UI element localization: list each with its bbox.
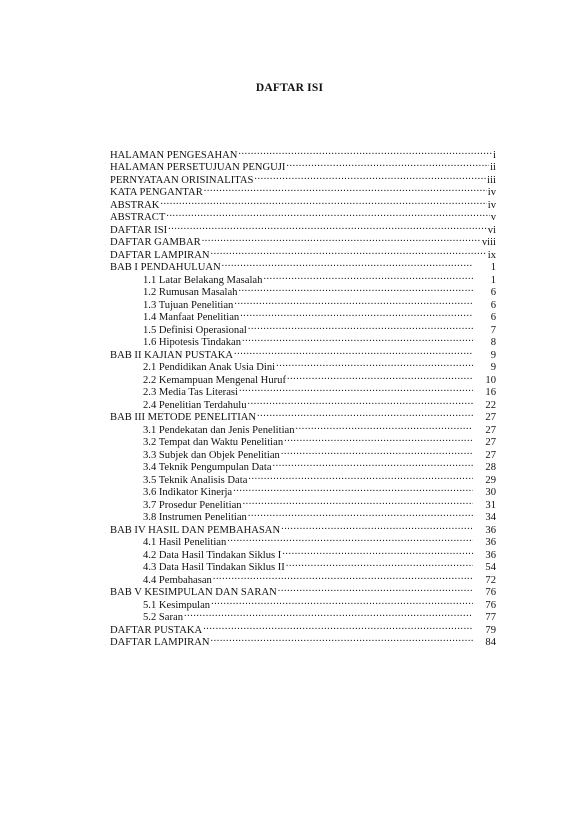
toc-entry-page: 16 — [485, 387, 496, 398]
dot-leader — [211, 633, 473, 646]
dot-leader — [213, 570, 473, 583]
page-title: DAFTAR ISI — [255, 82, 324, 94]
toc-entry-page: 1 — [490, 262, 496, 273]
dot-leader — [227, 533, 473, 546]
toc-entry-page: vi — [487, 224, 496, 236]
toc-entry — [110, 145, 496, 161]
toc-entry-page: 36 — [485, 537, 496, 548]
toc-entry-page: 34 — [485, 512, 496, 523]
toc-entry-page: ix — [487, 249, 496, 261]
dot-leader — [222, 258, 473, 271]
toc-entry-label: 3.6 Indikator Kinerja — [143, 487, 233, 498]
dot-leader — [248, 320, 473, 333]
dot-leader — [287, 370, 473, 383]
table-of-contents — [110, 145, 496, 648]
toc-entry-label: 1.3 Tujuan Penelitian — [143, 299, 234, 311]
toc-entry-label: DAFTAR ISI — [110, 224, 168, 236]
toc-entry-label: 3.5 Teknik Analisis Data — [143, 474, 248, 486]
toc-entry-label: 1.1 Latar Belakang Masalah — [143, 274, 263, 286]
dot-leader — [248, 470, 473, 483]
dot-leader — [203, 620, 473, 633]
toc-entry-label: HALAMAN PENGESAHAN — [110, 149, 238, 161]
dot-leader — [168, 220, 487, 233]
toc-entry-page: 36 — [485, 549, 496, 561]
dot-leader — [234, 345, 473, 358]
toc-entry-page: 8 — [490, 337, 496, 348]
toc-entry-page: 6 — [490, 299, 496, 311]
toc-entry-page: 27 — [485, 412, 496, 423]
toc-entry-page: 79 — [485, 624, 496, 636]
toc-entry-label: 4.3 Data Hasil Tindakan Siklus II — [143, 562, 285, 573]
dot-leader — [273, 458, 473, 471]
dot-leader — [166, 208, 489, 221]
dot-leader — [248, 395, 473, 408]
toc-entry-page: 6 — [490, 287, 496, 298]
dot-leader — [242, 333, 473, 346]
dot-leader — [286, 158, 489, 171]
toc-entry-page: 10 — [485, 374, 496, 386]
toc-entry-label: 2.2 Kemampuan Mengenal Huruf — [143, 374, 286, 386]
toc-entry-page: 9 — [490, 349, 496, 361]
toc-entry — [110, 233, 496, 246]
dot-leader — [238, 145, 492, 158]
toc-entry-label: DAFTAR LAMPIRAN — [110, 637, 210, 648]
dot-leader — [257, 408, 473, 421]
dot-leader — [204, 183, 487, 196]
toc-entry-label: 3.1 Pendekatan dan Jenis Penelitian — [143, 424, 295, 436]
toc-entry-page: 27 — [485, 424, 496, 436]
toc-entry-page: ii — [490, 162, 496, 173]
toc-entry-label: 3.8 Instrumen Penelitian — [143, 512, 247, 523]
dot-leader — [239, 383, 473, 396]
toc-entry-label: 5.1 Kesimpulan — [143, 599, 211, 611]
toc-entry-page: 84 — [485, 637, 496, 648]
toc-entry-label: 1.6 Hipotesis Tindakan — [143, 337, 242, 348]
toc-entry-label: DAFTAR LAMPIRAN — [110, 249, 210, 261]
dot-leader — [276, 358, 473, 371]
dot-leader — [284, 433, 473, 446]
dot-leader — [240, 308, 473, 321]
toc-entry-label: 1.4 Manfaat Penelitian — [143, 312, 240, 323]
dot-leader — [282, 545, 473, 558]
toc-entry-label: BAB IV HASIL DAN PEMBAHASAN — [110, 524, 281, 536]
toc-entry-label: KATA PENGANTAR — [110, 187, 203, 198]
toc-entry-page: 27 — [485, 449, 496, 461]
dot-leader — [160, 195, 486, 208]
toc-entry-label: DAFTAR PUSTAKA — [110, 624, 203, 636]
toc-entry-page: 1 — [490, 274, 496, 286]
toc-entry-label: 4.2 Data Hasil Tindakan Siklus I — [143, 549, 282, 561]
toc-entry-page: 29 — [485, 474, 496, 486]
toc-entry-label: BAB II KAJIAN PUSTAKA — [110, 349, 234, 361]
toc-entry-page: 36 — [485, 524, 496, 536]
toc-entry-label: BAB V KESIMPULAN DAN SARAN — [110, 587, 277, 598]
dot-leader — [184, 608, 473, 621]
toc-entry-label: HALAMAN PERSETUJUAN PENGUJI — [110, 162, 286, 173]
toc-entry-label: ABSTRAK — [110, 199, 160, 211]
toc-entry-page: 30 — [485, 487, 496, 498]
dot-leader — [254, 170, 486, 183]
toc-entry-page: 76 — [485, 599, 496, 611]
toc-entry-label: ABSTRACT — [110, 212, 166, 223]
toc-entry-label: BAB I PENDAHULUAN — [110, 262, 221, 273]
dot-leader — [211, 245, 487, 258]
toc-entry — [110, 220, 496, 236]
toc-entry-page: 6 — [490, 312, 496, 323]
toc-entry-page: i — [493, 149, 496, 161]
dot-leader — [238, 283, 473, 296]
toc-entry-page: viii — [481, 237, 496, 248]
toc-entry-page: 76 — [485, 587, 496, 598]
dot-leader — [281, 520, 473, 533]
toc-entry-page: 31 — [485, 499, 496, 511]
toc-entry-page: 54 — [485, 562, 496, 573]
toc-entry-label: 3.7 Prosedur Penelitian — [143, 499, 242, 511]
toc-entry-page: 28 — [485, 462, 496, 473]
dot-leader — [286, 558, 473, 571]
toc-entry-page: 9 — [490, 362, 496, 373]
toc-entry — [110, 195, 496, 211]
toc-entry-label: 2.3 Media Tas Literasi — [143, 387, 238, 398]
toc-entry-page: 27 — [485, 437, 496, 448]
toc-entry-label: DAFTAR GAMBAR — [110, 237, 201, 248]
toc-entry-page: 7 — [490, 324, 496, 336]
toc-entry-label: 1.5 Definisi Operasional — [143, 324, 247, 336]
toc-entry-label: 3.4 Teknik Pengumpulan Data — [143, 462, 272, 473]
dot-leader — [234, 295, 473, 308]
dot-leader — [278, 583, 473, 596]
dot-leader — [263, 270, 473, 283]
toc-entry-label: 1.2 Rumusan Masalah — [143, 287, 238, 298]
toc-entry-label: PERNYATAAN ORISINALITAS — [110, 174, 254, 186]
toc-entry-page: 22 — [485, 399, 496, 411]
toc-entry-label: 5.2 Saran — [143, 612, 184, 623]
dot-leader — [281, 445, 473, 458]
toc-entry-label: 2.4 Penelitian Terdahulu — [143, 399, 247, 411]
toc-entry-page: iv — [487, 199, 496, 211]
toc-entry-page: v — [490, 212, 496, 223]
toc-entry-page: 72 — [485, 574, 496, 586]
dot-leader — [248, 508, 473, 521]
dot-leader — [202, 233, 481, 246]
toc-entry-label: 3.2 Tempat dan Waktu Penelitian — [143, 437, 284, 448]
toc-entry — [110, 208, 496, 221]
toc-entry-label: 4.1 Hasil Penelitian — [143, 537, 227, 548]
toc-entry-page: iv — [487, 187, 496, 198]
toc-entry-label: 2.1 Pendidikan Anak Usia Dini — [143, 362, 276, 373]
dot-leader — [243, 495, 473, 508]
dot-leader — [233, 483, 473, 496]
toc-entry-page: iii — [487, 174, 496, 186]
toc-entry-label: 3.3 Subjek dan Objek Penelitian — [143, 449, 280, 461]
dot-leader — [296, 420, 473, 433]
toc-entry-label: 4.4 Pembahasan — [143, 574, 212, 586]
toc-entry-label: BAB III METODE PENELITIAN — [110, 412, 257, 423]
toc-entry-page: 77 — [485, 612, 496, 623]
dot-leader — [211, 595, 473, 608]
